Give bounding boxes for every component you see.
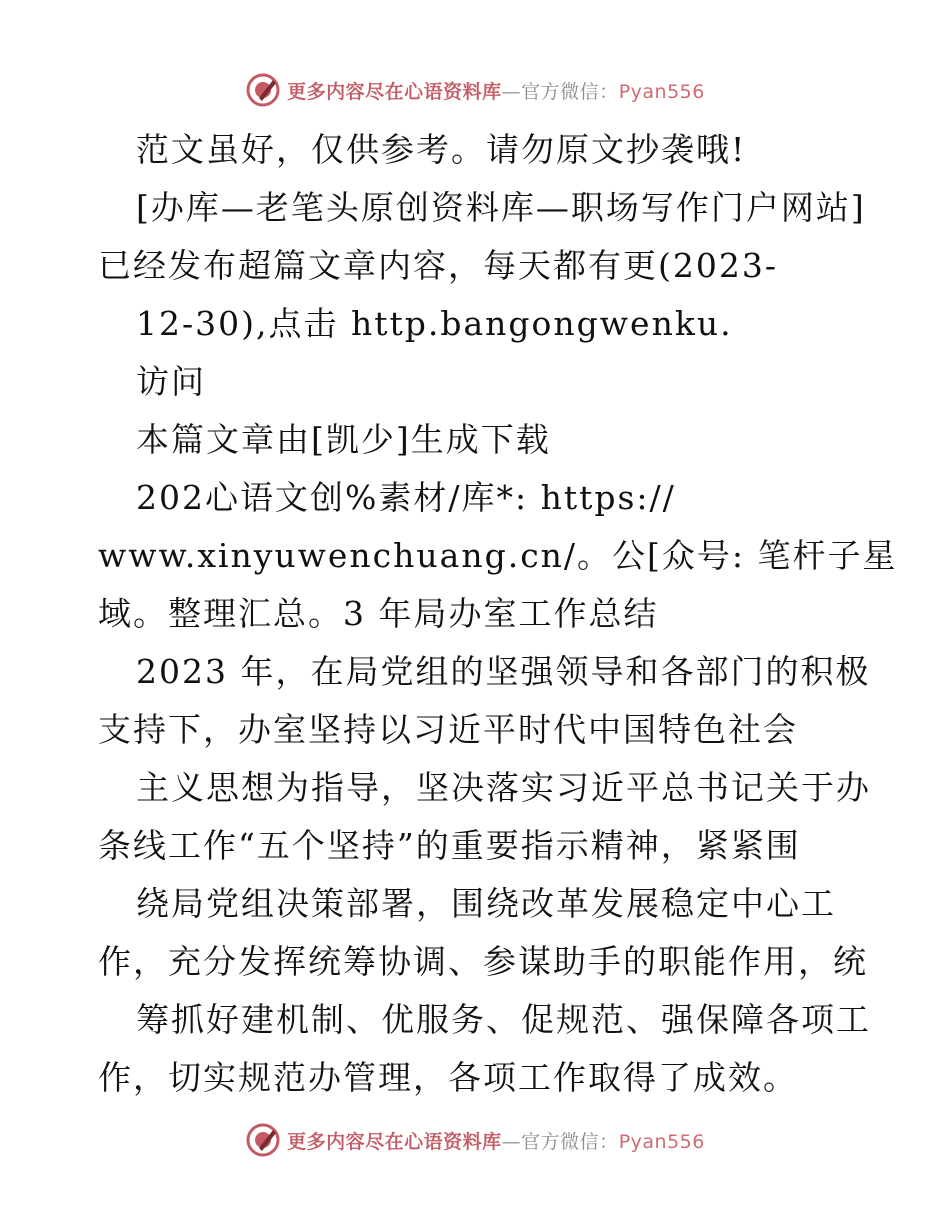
text-line: 域。整理汇总。3 年局办室工作总结: [98, 594, 659, 633]
footer-watermark: [0, 1120, 950, 1160]
text-line: 条线工作“五个坚持”的重要指示精神，紧紧围: [98, 826, 801, 865]
watermark-label: 官方微信：: [521, 80, 619, 103]
text-line: [办库—老笔头原创资料库—职场写作门户网站]: [136, 188, 866, 227]
watermark-separator: —: [501, 80, 522, 103]
text-line: 范文虽好，仅供参考。请勿原文抄袭哦!: [136, 130, 747, 169]
brand-logo-icon: [245, 1122, 281, 1158]
watermark-text: [287, 1127, 705, 1154]
watermark-text: [287, 77, 705, 104]
watermark-main: 更多内容尽在心语资料库: [287, 80, 502, 103]
text-line: 已经发布超篇文章内容，每天都有更(2023-: [98, 246, 779, 285]
watermark-separator: —: [501, 1130, 522, 1153]
text-line: 筹抓好建机制、优服务、促规范、强保障各项工: [136, 1000, 871, 1039]
text-line: 访问: [136, 362, 206, 401]
text-line: 2023 年，在局党组的坚强领导和各部门的积极: [136, 652, 871, 691]
text-line: 主义思想为指导，坚决落实习近平总书记关于办: [136, 768, 871, 807]
text-line: 绕局党组决策部署，围绕改革发展稳定中心工: [136, 884, 836, 923]
text-line: 本篇文章由[凯少]生成下载: [136, 420, 551, 459]
text-line: www.xinyuwenchuang.cn/。公[众号: 笔杆子星: [98, 536, 898, 575]
watermark-wechat-id: Pyan556: [618, 1130, 705, 1153]
watermark-wechat-id: Pyan556: [618, 80, 705, 103]
text-line: 作，切实规范办管理，各项工作取得了成效。: [98, 1058, 798, 1097]
watermark-label: 官方微信：: [521, 1130, 619, 1153]
header-watermark: [0, 70, 950, 110]
brand-logo-icon: [245, 72, 281, 108]
text-line: 12-30),点击 http.bangongwenku.: [136, 304, 733, 343]
watermark-main: 更多内容尽在心语资料库: [287, 1130, 502, 1153]
text-line: 支持下，办室坚持以习近平时代中国特色社会: [98, 710, 798, 749]
text-line: 作，充分发挥统筹协调、参谋助手的职能作用，统: [98, 942, 868, 981]
text-line: 202心语文创%素材/库*: https://: [136, 478, 676, 517]
